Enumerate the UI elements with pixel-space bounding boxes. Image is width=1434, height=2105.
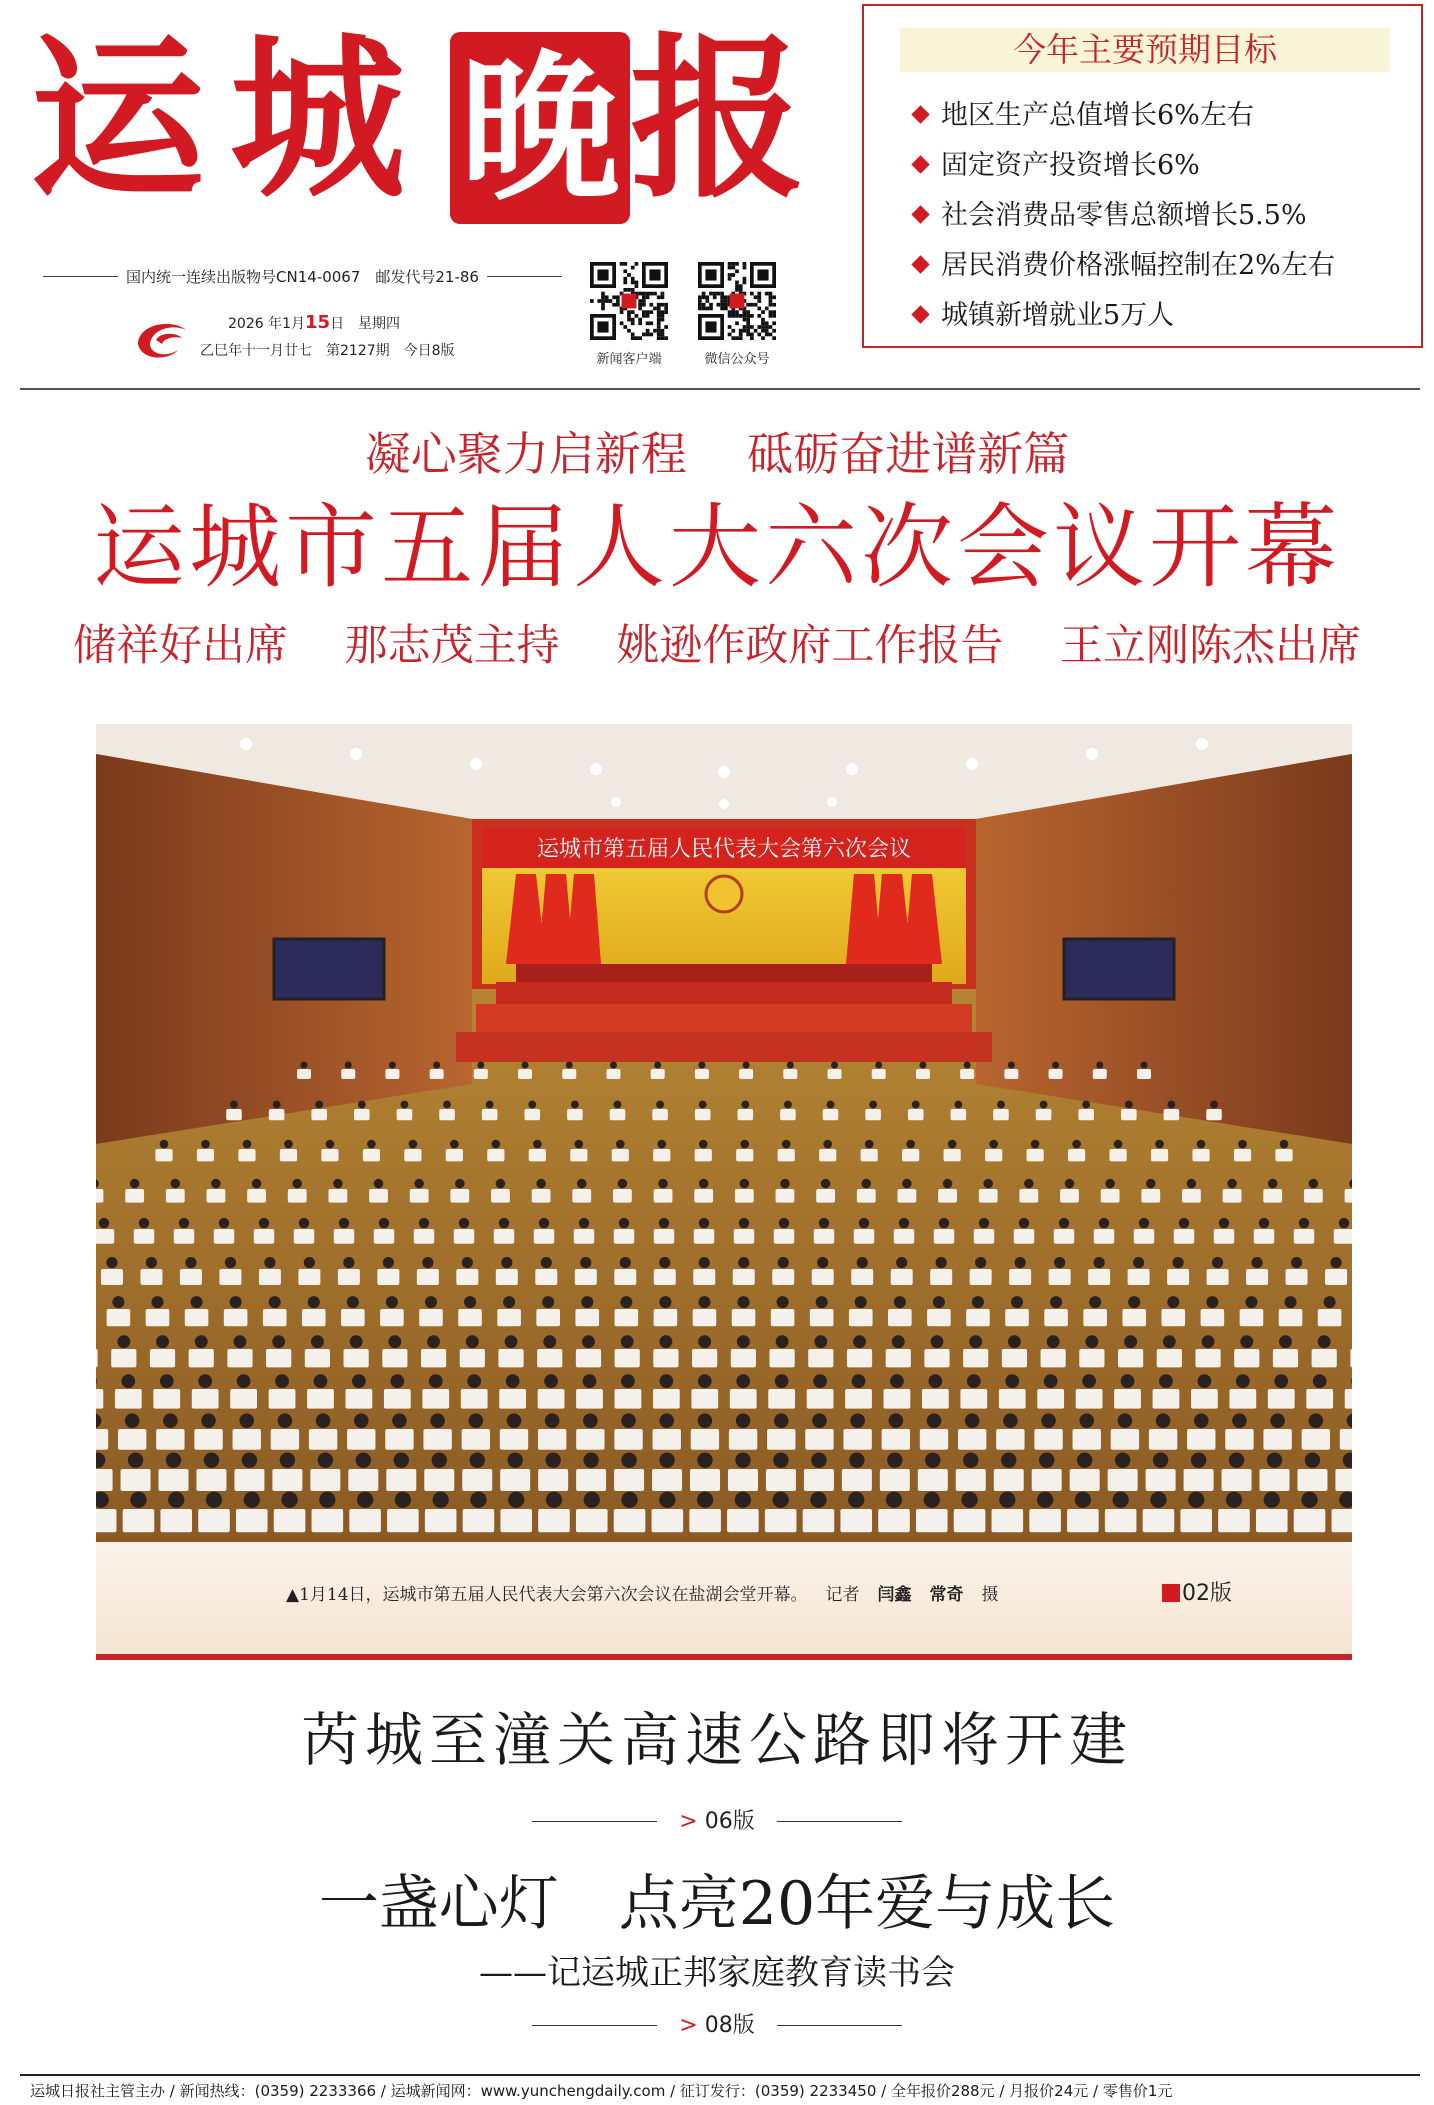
annual-targets-box [862, 4, 1423, 348]
qr-caption-app: 新闻客户端 [596, 352, 662, 367]
qr-block-wechat [698, 262, 792, 367]
divider [487, 276, 562, 277]
target-item [914, 296, 1174, 336]
highway-page-ref-label: 06版 [704, 1809, 755, 1834]
lamp-headline[interactable]: 一盏心灯 点亮20年爱与成长 [318, 1869, 1116, 1939]
lamp-page-ref[interactable] [0, 2008, 1434, 2039]
lamp-page-ref-label: 08版 [704, 2013, 755, 2038]
masthead-divider [20, 388, 1420, 390]
target-text: 城镇新增就业5万人 [941, 300, 1175, 331]
target-item [914, 246, 1335, 286]
target-item [914, 146, 1200, 186]
qr-code-icon[interactable] [590, 262, 668, 340]
caption-credit-label: 记者 [825, 1585, 860, 1605]
qr-caption-wechat: 微信公众号 [704, 352, 770, 367]
publication-info [35, 264, 570, 288]
caption-reporter: 闫鑫 [877, 1585, 912, 1605]
newspaper-emblem-icon [132, 314, 192, 362]
caption-reporter: 常奇 [929, 1585, 964, 1605]
diamond-bullet-icon [911, 305, 929, 323]
targets-title: 今年主要预期目标 [900, 28, 1390, 72]
divider [43, 276, 118, 277]
diamond-bullet-icon [911, 105, 929, 123]
diamond-bullet-icon [911, 155, 929, 173]
divider [777, 1821, 902, 1822]
photo-caption-bar [96, 1542, 1352, 1654]
masthead-logo [30, 10, 850, 240]
issue-date-day: 15 [305, 312, 331, 333]
red-square-icon [1162, 1584, 1180, 1602]
issue-date-weekday: 日 星期四 [330, 316, 401, 332]
photo-caption [286, 1580, 999, 1605]
lead-photo[interactable] [96, 724, 1352, 1542]
highway-headline[interactable]: 芮城至潼关高速公路即将开建 [300, 1706, 1133, 1774]
target-item [914, 196, 1307, 236]
issue-date-year-month: 2026 年1月 [228, 316, 305, 332]
registration-number: 国内统一连续出版物号CN14-0067 邮发代号21-86 [126, 267, 479, 286]
qr-block-app [590, 262, 684, 367]
lamp-subtitle: ——记运城正邦家庭教育读书会 [479, 1953, 955, 1993]
footer-divider [20, 2074, 1420, 2076]
masthead-char-bao: 报 [630, 17, 805, 222]
lead-page-ref[interactable] [1162, 1576, 1232, 1607]
target-text: 社会消费品零售总额增长5.5% [941, 200, 1307, 231]
divider [777, 2025, 902, 2026]
footer-info: 运城日报社主管主办 / 新闻热线：(0359) 2233366 / 运城新闻网：www.yunchengdaily.com / 征订发行：(0359) 2233450 / 全年报价288元 / 月报价24元 / 零售价1元 [30, 2082, 1173, 2100]
assembly-hall-photo [96, 724, 1352, 1542]
caption-text: ▲1月14日，运城市第五届人民代表大会第六次会议在盐湖会堂开幕。 [286, 1585, 808, 1605]
target-text: 地区生产总值增长6%左右 [941, 100, 1254, 131]
masthead-char-yun: 运 [30, 17, 205, 222]
lead-story-divider [96, 1654, 1352, 1660]
masthead-char-wan: 晚 [459, 34, 620, 222]
chevron-right-icon: > [679, 2013, 698, 2038]
hall-banner-text: 运城市第五届人民代表大会第六次会议 [536, 837, 912, 862]
target-text: 居民消费价格涨幅控制在2%左右 [941, 250, 1335, 281]
divider [532, 1821, 657, 1822]
lead-kicker[interactable]: 凝心聚力启新程 砥砺奋进谱新篇 [364, 427, 1070, 481]
divider [532, 2025, 657, 2026]
lead-page-ref-label: 02版 [1182, 1581, 1232, 1606]
masthead-char-cheng: 城 [230, 17, 405, 222]
chevron-right-icon: > [679, 1809, 698, 1834]
lead-subhead: 储祥好出席 那志茂主持 姚逊作政府工作报告 王立刚陈杰出席 [72, 621, 1361, 671]
issue-date [228, 312, 400, 333]
qr-code-icon[interactable] [698, 262, 776, 340]
caption-credit-suffix: 摄 [981, 1585, 999, 1605]
lead-headline[interactable]: 运城市五届人大六次会议开幕 [92, 494, 1341, 601]
masthead-seal [450, 32, 630, 224]
diamond-bullet-icon [911, 205, 929, 223]
lunar-date-issue-info: 乙巳年十一月廿七 第2127期 今日8版 [200, 343, 455, 359]
diamond-bullet-icon [911, 255, 929, 273]
highway-page-ref[interactable] [0, 1804, 1434, 1835]
target-text: 固定资产投资增长6% [941, 150, 1200, 181]
target-item [914, 96, 1254, 136]
